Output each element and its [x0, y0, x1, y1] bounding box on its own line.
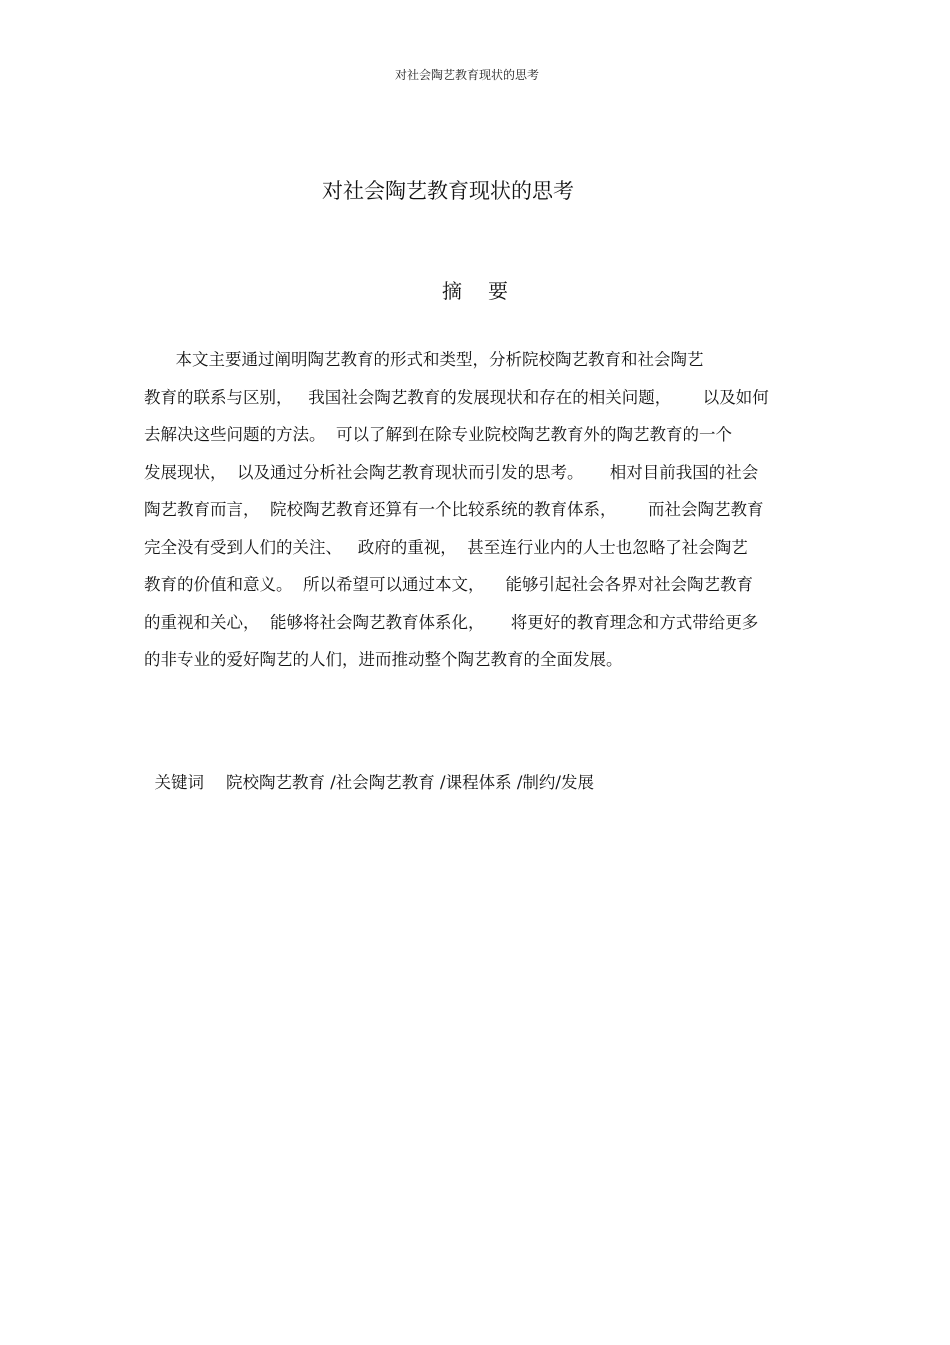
running-header: 对社会陶艺教育现状的思考 [394, 68, 539, 82]
document-title: 对社会陶艺教育现状的思考 [322, 179, 574, 203]
abstract-line: 教育的联系与区别， 我国社会陶艺教育的发展现状和存在的相关问题， 以及如何 [144, 387, 769, 407]
abstract-line: 发展现状， 以及通过分析社会陶艺教育现状而引发的思考。 相对目前我国的社会 [144, 462, 759, 482]
abstract-line: 陶艺教育而言， 院校陶艺教育还算有一个比较系统的教育体系， 而社会陶艺教育 [144, 500, 764, 519]
keywords-line [144, 738, 594, 798]
abstract-line: 本文主要通过阐明陶艺教育的形式和类型，分析院校陶艺教育和社会陶艺 [144, 350, 704, 369]
abstract-line: 去解决这些问题的方法。 可以了解到在除专业院校陶艺教育外的陶艺教育的一个 [144, 425, 732, 444]
keywords-label: 关键词 [154, 773, 204, 792]
abstract-line: 完全没有受到人们的关注、 政府的重视， 甚至连行业内的人士也忽略了社会陶艺 [144, 537, 748, 557]
abstract-line: 教育的价值和意义。 所以希望可以通过本文， 能够引起社会各界对社会陶艺教育 [144, 575, 753, 594]
abstract-body [144, 345, 804, 683]
abstract-heading: 摘要 [442, 279, 534, 303]
abstract-line: 的非专业的爱好陶艺的人们，进而推动整个陶艺教育的全面发展。 [144, 650, 623, 669]
keywords-text: 院校陶艺教育 /社会陶艺教育 /课程体系 /制约/发展 [226, 773, 594, 792]
abstract-line: 的重视和关心， 能够将社会陶艺教育体系化， 将更好的教育理念和方式带给更多 [144, 612, 759, 632]
